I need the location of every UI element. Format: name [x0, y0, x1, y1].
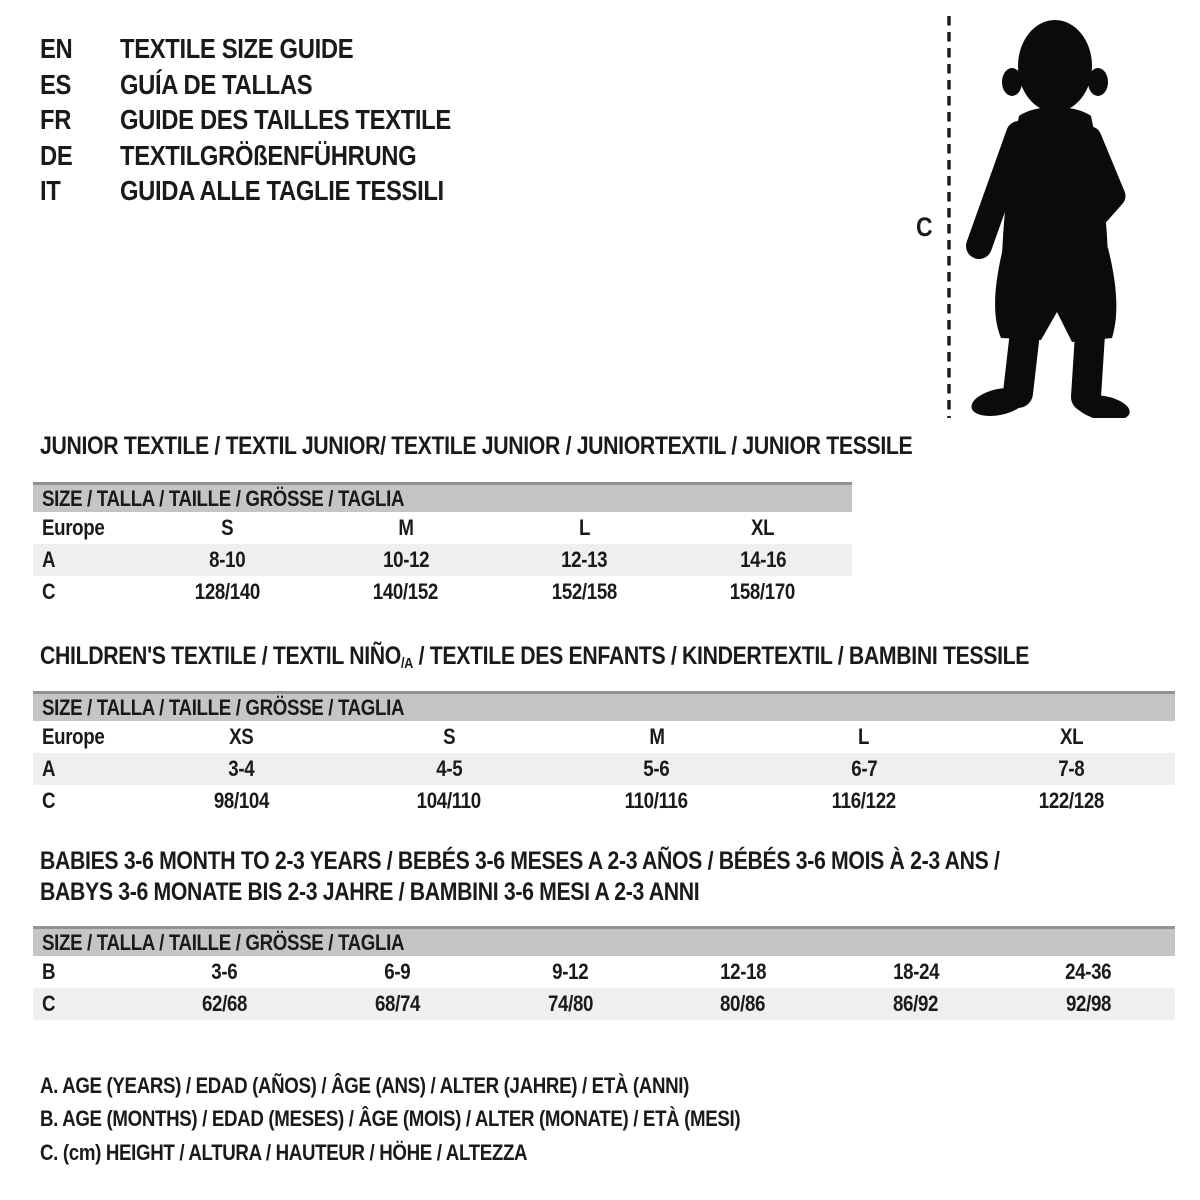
- lang-code: FR: [40, 104, 72, 135]
- table-row: [33, 785, 1175, 817]
- size-table-header: SIZE / TALLA / TAILLE / GRÖSSE / TAGLIA: [33, 482, 852, 512]
- value-cell: 6-9: [384, 959, 411, 984]
- value-cell: 92/98: [1066, 991, 1112, 1016]
- value-cell: L: [578, 515, 590, 540]
- guide-title: TEXTILE SIZE GUIDE: [120, 33, 354, 64]
- value-cell: XS: [229, 724, 254, 749]
- value-cell: 68/74: [374, 991, 420, 1016]
- legend-footnotes: [40, 1069, 864, 1169]
- value-cell: 12-13: [561, 547, 608, 572]
- children-size-table: [33, 691, 1175, 817]
- section-title-text: BABIES 3-6 MONTH TO 2-3 YEARS / BEBÉS 3-6 MESES A 2-3 AÑOS / BÉBÉS 3-6 MOIS À 2-3 ANS / BABYS 3-6 MONATE BIS 2-3 JAHRE / BAMBINI 3-6 MESI A 2-3 ANNI: [40, 847, 1000, 906]
- language-title-list: [40, 31, 509, 209]
- lang-row-it: [40, 173, 509, 209]
- junior-size-table: [33, 482, 852, 608]
- value-cell: 8-10: [209, 547, 246, 572]
- value-cell: 140/152: [373, 579, 439, 604]
- table-row: [33, 721, 1175, 753]
- value-cell: M: [398, 515, 414, 540]
- table-row: [33, 544, 852, 576]
- row-label-cell: A: [42, 756, 56, 781]
- lang-code: EN: [40, 33, 73, 64]
- row-label-cell: C: [42, 788, 56, 813]
- row-label-cell: B: [42, 959, 56, 984]
- section-title-text: CHILDREN'S TEXTILE / TEXTIL NIÑO/A / TEXTILE DES ENFANTS / KINDERTEXTIL / BAMBINI TESSILE: [40, 642, 1030, 673]
- value-cell: M: [648, 724, 665, 749]
- guide-title: GUÍA DE TALLAS: [120, 68, 313, 100]
- value-cell: 116/122: [831, 788, 896, 813]
- value-cell: 110/116: [624, 788, 689, 813]
- value-cell: 5-6: [643, 756, 670, 781]
- size-table-header: SIZE / TALLA / TAILLE / GRÖSSE / TAGLIA: [33, 691, 1175, 721]
- value-cell: L: [858, 724, 870, 749]
- footnote-age-months: B. AGE (MONTHS) / EDAD (MESES) / ÂGE (MOIS) / ALTER (MONATE) / ETÀ (MESI): [40, 1106, 741, 1132]
- value-cell: 10-12: [382, 547, 429, 572]
- row-label-cell: Europe: [42, 515, 105, 540]
- value-cell: 152/158: [551, 579, 617, 604]
- lang-code: IT: [40, 175, 61, 206]
- value-cell: 24-36: [1065, 959, 1112, 984]
- table-row: [33, 576, 852, 608]
- value-cell: 12-18: [719, 959, 766, 984]
- value-cell: 14-16: [739, 547, 786, 572]
- value-cell: 62/68: [201, 991, 247, 1016]
- value-cell: 18-24: [892, 959, 939, 984]
- lang-row-en: [40, 31, 509, 67]
- lang-row-de: [40, 138, 509, 174]
- value-cell: 104/110: [416, 788, 482, 813]
- value-cell: XL: [1059, 724, 1083, 749]
- babies-section-title: [40, 846, 1169, 907]
- junior-section-title: [40, 431, 1066, 462]
- size-table-header: SIZE / TALLA / TAILLE / GRÖSSE / TAGLIA: [33, 926, 1175, 956]
- lang-code: DE: [40, 139, 73, 171]
- row-label-cell: C: [42, 579, 56, 604]
- guide-title: TEXTILGRÖßENFÜHRUNG: [120, 139, 417, 171]
- value-cell: S: [221, 515, 234, 540]
- value-cell: 98/104: [214, 788, 270, 813]
- value-cell: 158/170: [730, 579, 796, 604]
- value-cell: 122/128: [1038, 788, 1104, 813]
- table-row: [33, 956, 1175, 988]
- value-cell: S: [443, 724, 456, 749]
- table-row: [33, 753, 1175, 785]
- table-row: [33, 512, 852, 544]
- guide-title: GUIDE DES TAILLES TEXTILE: [120, 104, 451, 135]
- row-label-cell: A: [42, 547, 56, 572]
- row-label-cell: C: [42, 991, 56, 1016]
- value-cell: 3-4: [228, 756, 255, 781]
- value-cell: 9-12: [552, 959, 589, 984]
- height-dashed-line-icon: [945, 14, 953, 420]
- value-cell: 3-6: [211, 959, 238, 984]
- toddler-silhouette-icon: [963, 16, 1143, 418]
- value-cell: 86/92: [893, 991, 939, 1016]
- row-label-cell: Europe: [42, 724, 105, 749]
- lang-code: ES: [40, 68, 72, 100]
- footnote-height-cm: C. (cm) HEIGHT / ALTURA / HAUTEUR / HÖHE / ALTEZZA: [40, 1139, 528, 1165]
- value-cell: XL: [751, 515, 775, 540]
- table-row: [33, 988, 1175, 1020]
- section-title-text: JUNIOR TEXTILE / TEXTIL JUNIOR/ TEXTILE JUNIOR / JUNIORTEXTIL / JUNIOR TESSILE: [40, 432, 913, 460]
- value-cell: 4-5: [436, 756, 463, 781]
- value-cell: 128/140: [194, 579, 260, 604]
- value-cell: 7-8: [1058, 756, 1085, 781]
- lang-row-fr: [40, 102, 509, 138]
- children-section-title: [40, 641, 1200, 680]
- footnote-age-years: A. AGE (YEARS) / EDAD (AÑOS) / ÂGE (ANS) / ALTER (JAHRE) / ETÀ (ANNI): [40, 1073, 690, 1098]
- value-cell: 6-7: [850, 756, 877, 781]
- value-cell: 80/86: [720, 991, 766, 1016]
- height-measure-label: C: [916, 212, 933, 242]
- guide-title: GUIDA ALLE TAGLIE TESSILI: [120, 175, 444, 206]
- babies-size-table: [33, 926, 1175, 1020]
- lang-row-es: [40, 67, 509, 103]
- value-cell: 74/80: [547, 991, 593, 1016]
